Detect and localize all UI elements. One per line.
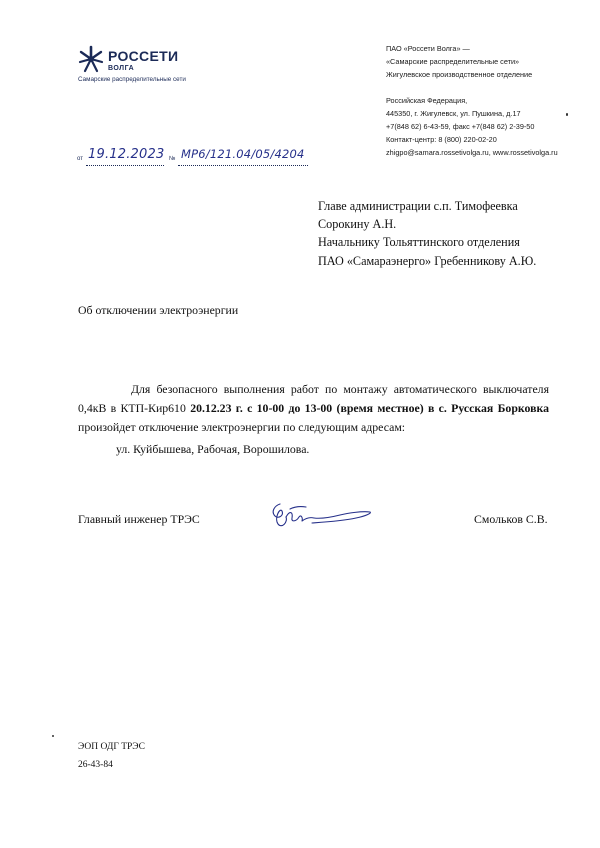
addressee-line: Главе администрации с.п. Тимофеевка [318,199,518,213]
logo-subname: ВОЛГА [108,65,135,72]
body-text: Для безопасного выполнения работ по монтажу автоматического выключателя 0,4кВ в КТП-Кир610 [78,382,549,416]
executor-phone: 26-43-84 [78,759,113,770]
handwritten-date: 19.12.2023 [88,147,165,162]
scan-speck [566,113,568,116]
date-line [86,165,164,166]
addressee-line: Сорокину А.Н. [318,217,397,232]
sender-contact-center: Контакт-центр: 8 (800) 220-02-20 [386,135,497,145]
sender-email: zhigpo@samara.rossetivolga.ru, www.rossetivolga.ru [386,148,558,158]
date-label: от [77,156,83,162]
addressee-line: Начальнику Тольяттинского отделения [318,235,520,250]
addressee-line: ПАО «Самараэнерго» Гребенникову А.Ю. [318,253,537,268]
signatory-name: Смольков С.В. [474,512,548,526]
body-paragraph [78,380,549,418]
handwritten-number: МР6/121.04/05/4204 [181,147,305,161]
rosseti-logo-icon [78,44,104,74]
handwritten-signature [266,498,376,532]
executor-department: ЭОП ОДГ ТРЭС [78,742,145,752]
sender-line: «Самарские распределительные сети» [386,57,520,67]
number-line [178,165,308,166]
company-logo [78,44,278,94]
logo-name: РОССЕТИ [108,48,179,64]
letter-subject: Об отключении электроэнергии [78,303,239,317]
sender-line: Жигулевское производственное отделение [386,70,533,80]
body-paragraph: произойдет отключение электроэнергии по следующим адресам: [78,420,406,435]
sender-address-line: Российская Федерация, [386,95,468,105]
number-label: № [169,156,176,162]
signatory-position: Главный инженер ТРЭС [78,512,200,526]
outage-time-place: 20.12.23 г. с 10-00 до 13-00 (время местное) в с. Русская Борковка [190,401,550,416]
scan-speck [52,735,54,737]
sender-line: ПАО «Россети Волга» — [386,44,470,53]
sender-address-line: 445350, г. Жигулевск, ул. Пушкина, д.17 [386,108,521,118]
affected-streets: ул. Куйбышева, Рабочая, Ворошилова. [116,441,310,456]
logo-description: Самарские распределительные сети [78,76,186,83]
letter-body [78,380,549,459]
sender-block [386,42,591,160]
sender-phone: +7(848 62) 6-43-59, факс +7(848 62) 2-39-50 [386,122,535,132]
registration-line [77,147,357,171]
addressee-block [318,197,536,270]
executor-block [78,739,145,774]
